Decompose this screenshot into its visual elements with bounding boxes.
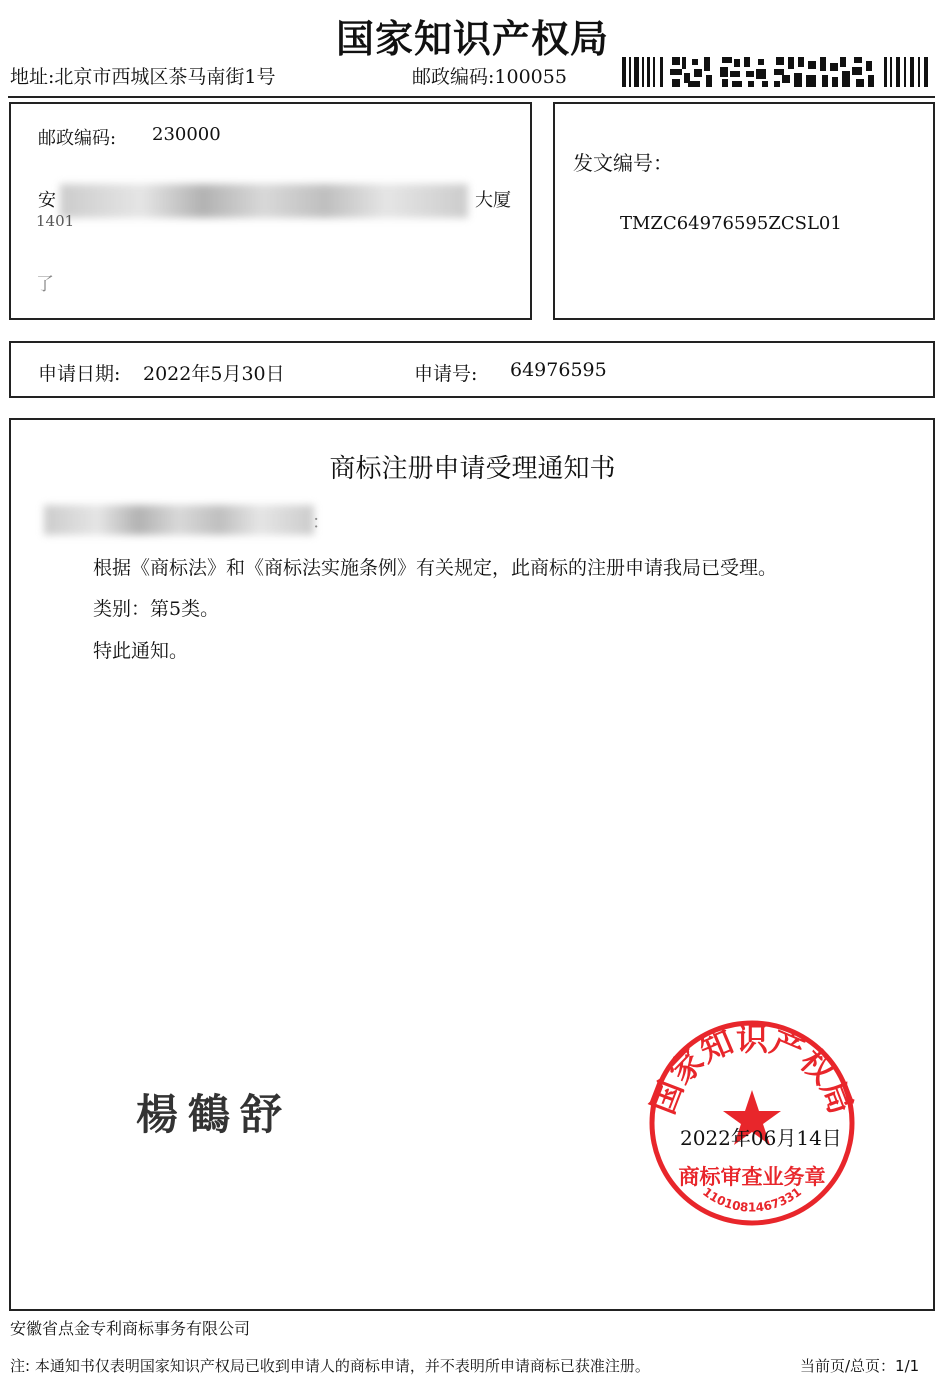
agency-name: 安徽省点金专利商标事务有限公司 [10,1319,251,1338]
doc-number: TMZC64976595ZCSL01 [620,213,842,234]
recipient-address-end: 大厦 [475,190,511,211]
redacted-applicant [44,505,314,535]
recipient-postcode: 230000 [152,124,221,145]
recipient-name-fragment: 了 [36,274,54,295]
application-number-label: 申请号: [414,363,478,385]
seal-top-text: 国家知识产权局 [643,1020,861,1120]
notice-title: 商标注册申请受理通知书 [329,454,616,484]
application-date: 2022年5月30日 [143,363,285,385]
redacted-address [60,184,468,218]
svg-text:1101081467331 [700,1185,804,1215]
doc-number-label: 发文编号： [573,151,673,175]
salutation-colon: ： [312,512,330,533]
recipient-room: 1401 [36,212,75,230]
notice-line-1: 根据《商标法》和《商标法实施条例》有关规定，此商标的注册申请我局已受理。 [93,557,778,579]
doc-number-box [553,102,935,320]
seal-bottom-text: 商标审查业务章 [678,1165,826,1189]
office-address: 地址:北京市西城区茶马南街1号 [10,66,276,88]
recipient-postcode-label: 邮政编码: [38,128,117,149]
notice-line-2: 类别：第5类。 [93,598,220,620]
header-rule [8,96,935,98]
seal-code: 1101081467331 [700,1184,804,1215]
page-indicator: 当前页/总页：1/1 [800,1357,920,1375]
issue-date: 2022年06月14日 [680,1126,842,1150]
office-title: 国家知识产权局 [335,17,609,61]
application-date-label: 申请日期: [38,363,121,385]
signature: 楊鶴舒 [136,1090,293,1139]
barcode [622,55,932,89]
office-postcode: 邮政编码:100055 [412,66,567,88]
recipient-address-start: 安 [38,190,56,211]
application-number: 64976595 [510,359,607,381]
notice-line-3: 特此通知。 [93,640,189,662]
footer-note: 注: 本通知书仅表明国家知识产权局已收到申请人的商标申请，并不表明所申请商标已获准注册。 [10,1357,650,1375]
